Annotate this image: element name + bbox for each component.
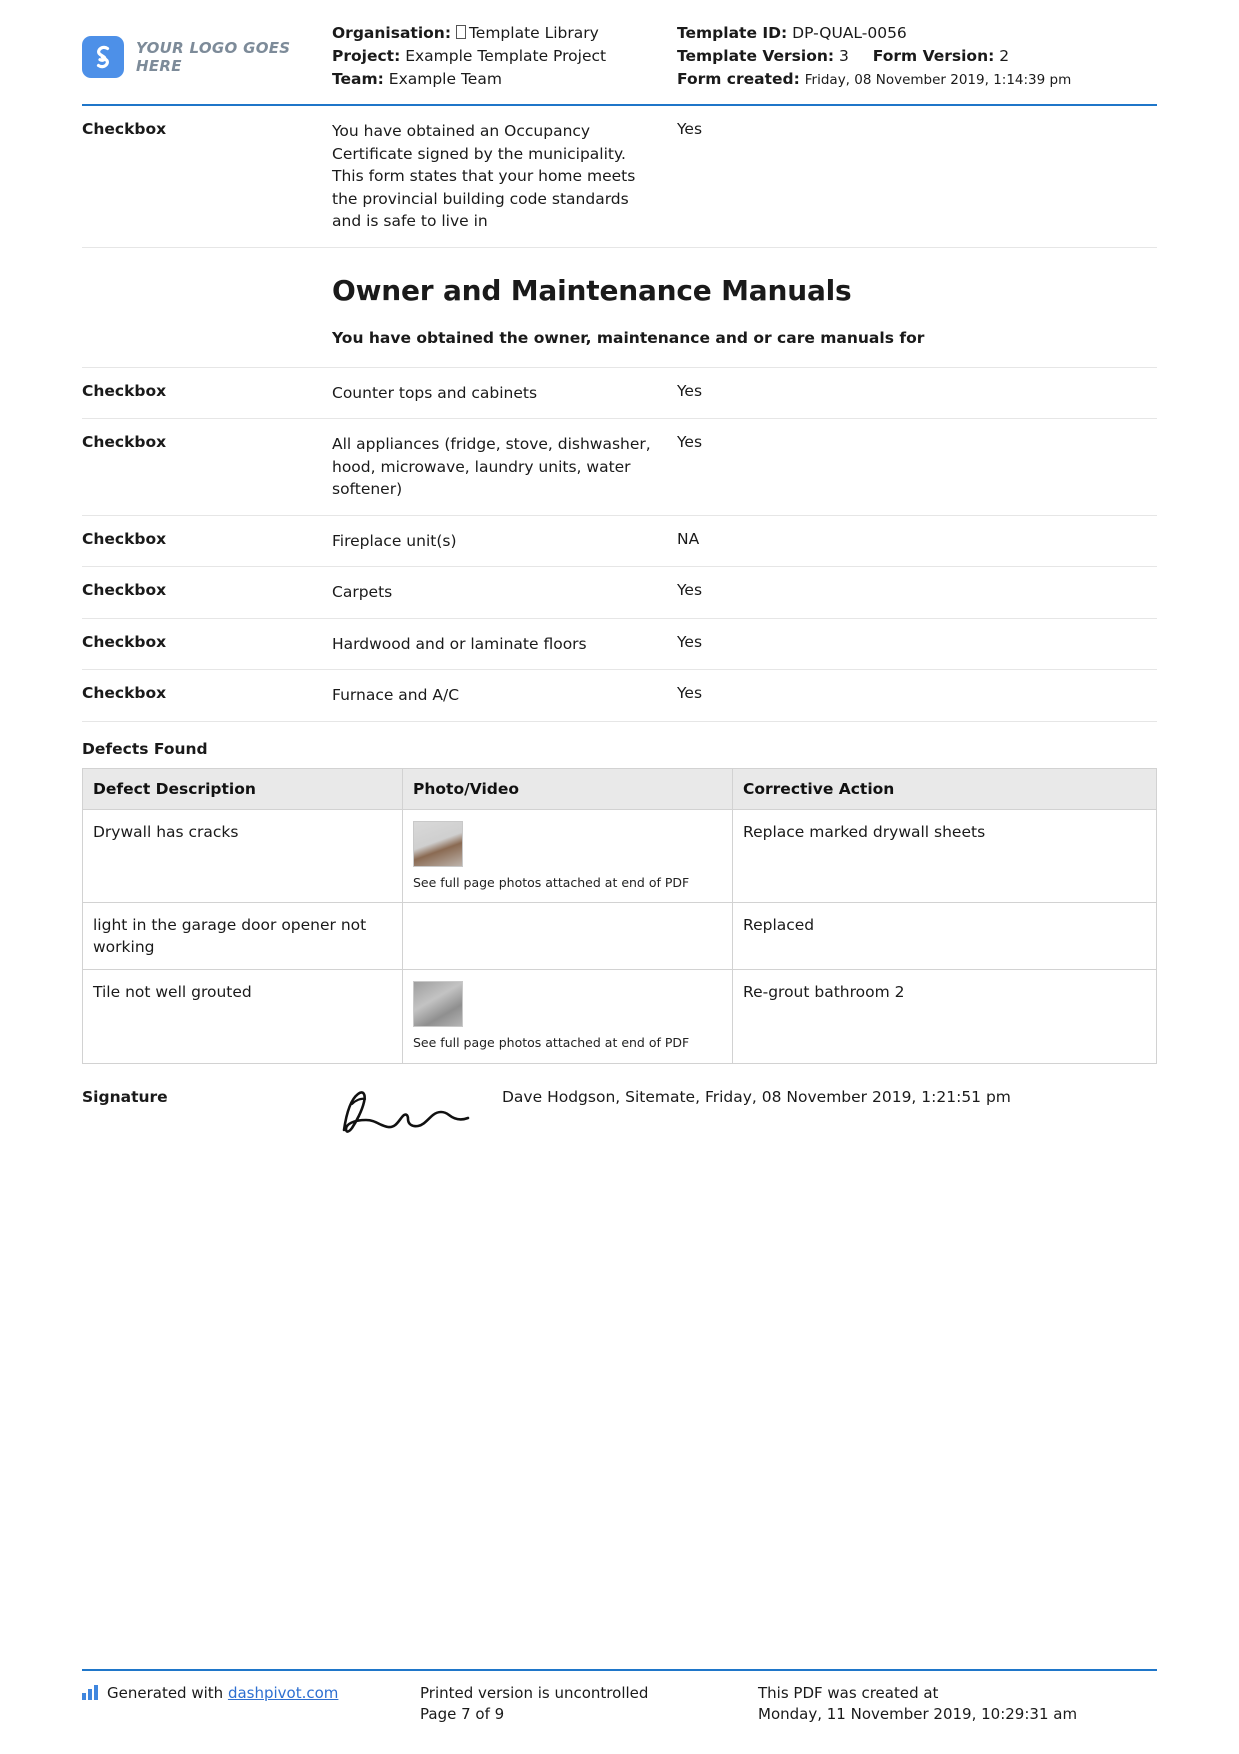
defect-action-cell: Re-grout bathroom 2 bbox=[733, 970, 1157, 1064]
row-value: Yes bbox=[677, 120, 703, 139]
footer-divider bbox=[82, 1669, 1157, 1671]
table-row bbox=[83, 903, 1157, 970]
dashpivot-link[interactable]: dashpivot.com bbox=[227, 1683, 339, 1702]
signature-section bbox=[82, 1086, 1157, 1146]
row-text: Carpets bbox=[332, 583, 393, 602]
defects-heading: Defects Found bbox=[82, 739, 208, 758]
row-label: Checkbox bbox=[82, 529, 167, 548]
version-line bbox=[677, 45, 1157, 68]
missing-glyph-icon bbox=[456, 25, 466, 39]
organisation-line bbox=[332, 22, 677, 45]
row-text: Furnace and A/C bbox=[332, 686, 460, 705]
signature-image bbox=[332, 1086, 502, 1146]
chart-bars-icon bbox=[82, 1685, 99, 1700]
defects-table bbox=[82, 768, 1157, 1065]
section-subtitle: You have obtained the owner, maintenance and or care manuals for bbox=[332, 328, 925, 347]
row-text: Hardwood and or laminate floors bbox=[332, 634, 587, 653]
row-label: Checkbox bbox=[82, 433, 167, 452]
company-logo-icon bbox=[82, 36, 124, 78]
form-created-value: Friday, 08 November 2019, 1:14:39 pm bbox=[804, 71, 1072, 88]
header-meta-left bbox=[332, 22, 677, 90]
row-value: Yes bbox=[677, 381, 703, 400]
table-row bbox=[82, 670, 1157, 721]
document-header bbox=[0, 0, 1239, 90]
row-value: NA bbox=[677, 529, 700, 548]
team-line bbox=[332, 68, 677, 91]
form-version-value: 2 bbox=[999, 46, 1010, 65]
row-value: Yes bbox=[677, 632, 703, 651]
created-value: Monday, 11 November 2019, 10:29:31 am bbox=[758, 1705, 1078, 1724]
row-value: Yes bbox=[677, 581, 703, 600]
row-label: Checkbox bbox=[82, 632, 167, 651]
defect-description-cell: Drywall has cracks bbox=[83, 809, 403, 903]
printed-notice-text: Printed version is uncontrolled bbox=[420, 1683, 649, 1702]
row-value: Yes bbox=[677, 684, 703, 703]
photo-caption: See full page photos attached at end of PDF bbox=[413, 874, 690, 890]
template-version-value: 3 bbox=[839, 46, 849, 65]
row-label: Checkbox bbox=[82, 120, 167, 139]
row-text: Counter tops and cabinets bbox=[332, 383, 538, 402]
signature-label: Signature bbox=[82, 1088, 168, 1106]
table-row bbox=[82, 567, 1157, 618]
generated-prefix: Generated with bbox=[107, 1683, 228, 1702]
defect-description-cell: Tile not well grouted bbox=[83, 970, 403, 1064]
table-row bbox=[82, 368, 1157, 419]
header-meta-right bbox=[677, 22, 1157, 90]
occupancy-section bbox=[82, 106, 1157, 247]
template-id-value: DP-QUAL-0056 bbox=[792, 24, 907, 42]
project-line bbox=[332, 45, 677, 68]
row-text: All appliances (fridge, stove, dishwasher, hood, microwave, laundry units, water softener) bbox=[332, 435, 651, 499]
page-number: Page 7 of 9 bbox=[420, 1705, 505, 1724]
template-id-line bbox=[677, 22, 1157, 45]
project-value: Example Template Project bbox=[405, 46, 607, 65]
team-label: Team: bbox=[332, 69, 384, 88]
footer-created bbox=[758, 1683, 1157, 1727]
logo-block bbox=[82, 22, 332, 90]
document-footer bbox=[0, 1669, 1239, 1727]
row-label: Checkbox bbox=[82, 581, 167, 600]
photo-caption: See full page photos attached at end of PDF bbox=[413, 1035, 690, 1051]
table-row bbox=[82, 419, 1157, 515]
defect-description-cell: light in the garage door opener not working bbox=[83, 903, 403, 970]
row-value: Yes bbox=[677, 433, 703, 452]
table-row bbox=[82, 516, 1157, 567]
table-row bbox=[82, 619, 1157, 670]
footer-printed-notice bbox=[420, 1683, 758, 1727]
footer-generated bbox=[82, 1683, 420, 1727]
signature-meta: Dave Hodgson, Sitemate, Friday, 08 November 2019, 1:21:51 pm bbox=[502, 1088, 1011, 1106]
defect-action-cell: Replace marked drywall sheets bbox=[733, 809, 1157, 903]
row-text: You have obtained an Occupancy Certificate signed by the municipality. This form states that your home meets the provincial building code standards and is safe to live in bbox=[332, 122, 636, 231]
column-header-corrective-action: Corrective Action bbox=[733, 768, 1157, 809]
created-label: This PDF was created at bbox=[758, 1683, 939, 1702]
page-title: Owner and Maintenance Manuals bbox=[332, 273, 852, 307]
defects-table-header-row bbox=[83, 768, 1157, 809]
defect-photo-cell bbox=[403, 970, 733, 1064]
organisation-value: Template Library bbox=[468, 24, 599, 42]
row-label: Checkbox bbox=[82, 381, 167, 400]
team-value: Example Team bbox=[388, 69, 502, 88]
logo-text: YOUR LOGO GOES HERE bbox=[136, 39, 291, 75]
defect-photo-thumbnail[interactable] bbox=[413, 821, 463, 867]
section-header bbox=[82, 248, 1157, 368]
row-text: Fireplace unit(s) bbox=[332, 531, 457, 550]
organisation-label: Organisation: bbox=[332, 24, 452, 42]
table-row bbox=[82, 106, 1157, 247]
defect-photo-cell bbox=[403, 903, 733, 970]
table-row bbox=[83, 809, 1157, 903]
manuals-checkbox-list bbox=[82, 368, 1157, 722]
defect-action-cell: Replaced bbox=[733, 903, 1157, 970]
defect-photo-thumbnail[interactable] bbox=[413, 981, 463, 1027]
form-created-line bbox=[677, 68, 1157, 91]
form-version-label: Form Version: bbox=[872, 46, 995, 65]
table-row bbox=[83, 970, 1157, 1064]
column-header-defect-description: Defect Description bbox=[83, 768, 403, 809]
form-created-label: Form created: bbox=[677, 69, 800, 88]
row-label: Checkbox bbox=[82, 684, 167, 703]
project-label: Project: bbox=[332, 46, 401, 65]
template-id-label: Template ID: bbox=[677, 24, 788, 42]
template-version-label: Template Version: bbox=[677, 46, 835, 65]
column-header-photo-video: Photo/Video bbox=[403, 768, 733, 809]
defect-photo-cell bbox=[403, 809, 733, 903]
